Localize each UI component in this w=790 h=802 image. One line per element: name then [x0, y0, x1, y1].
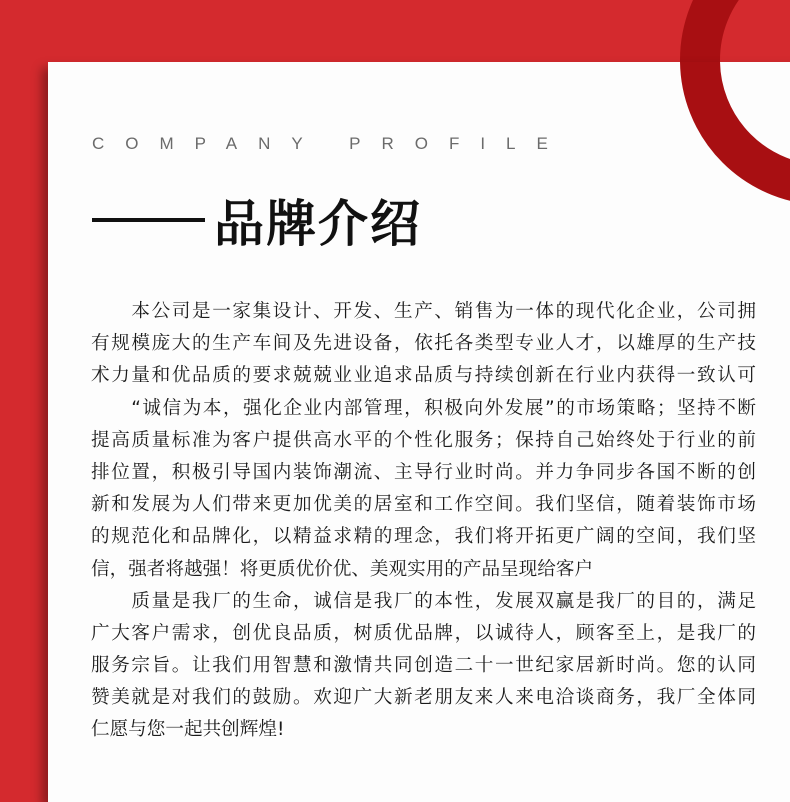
body-line: 新和发展为人们带来更加优美的居室和工作空间。我们坚信，随着装饰市场 — [91, 494, 756, 516]
body-line: 赞美就是对我们的鼓励。欢迎广大新老朋友来人来电洽谈商务，我厂全体同 — [91, 687, 756, 709]
body-line: 有规模庞大的生产车间及先进设备，依托各类型专业人才，以雄厚的生产技 — [91, 333, 756, 355]
body-line: 质量是我厂的生命，诚信是我厂的本性，发展双赢是我厂的目的，满足 — [91, 590, 756, 612]
body-line: 仁愿与您一起共创辉煌! — [91, 719, 285, 741]
body-line: 本公司是一家集设计、开发、生产、销售为一体的现代化企业，公司拥 — [91, 301, 756, 322]
body-line: 广大客户需求，创优良品质，树质优品牌，以诚待人，顾客至上，是我厂的 — [91, 622, 756, 644]
body-line: 服务宗旨。让我们用智慧和激情共同创造二十一世纪家居新时尚。您的认同 — [91, 655, 756, 677]
body-line: 的规范化和品牌化，以精益求精的理念，我们将开拓更广阔的空间，我们坚 — [91, 526, 756, 548]
body-line: 信，强者将越强！将更质优价优、美观实用的产品呈现给客户 — [91, 558, 594, 580]
body-line: 排位置，积极引导国内装饰潮流、主导行业时尚。并力争同步各国不断的创 — [91, 461, 756, 483]
heading-rule — [92, 218, 205, 222]
body-line: “诚信为本，强化企业内部管理，积极向外发展”的市场策略；坚持不断 — [91, 397, 756, 419]
body-line: 术力量和优品质的要求兢兢业业追求品质与持续创新在行业内获得一致认可 — [91, 365, 756, 387]
body-line: 提高质量标准为客户提供高水平的个性化服务；保持自己始终处于行业的前 — [91, 429, 756, 451]
page-title: 品牌介绍 — [214, 195, 422, 253]
profile-body — [91, 296, 756, 747]
section-subtitle: COMPANY PROFILE — [92, 134, 569, 153]
